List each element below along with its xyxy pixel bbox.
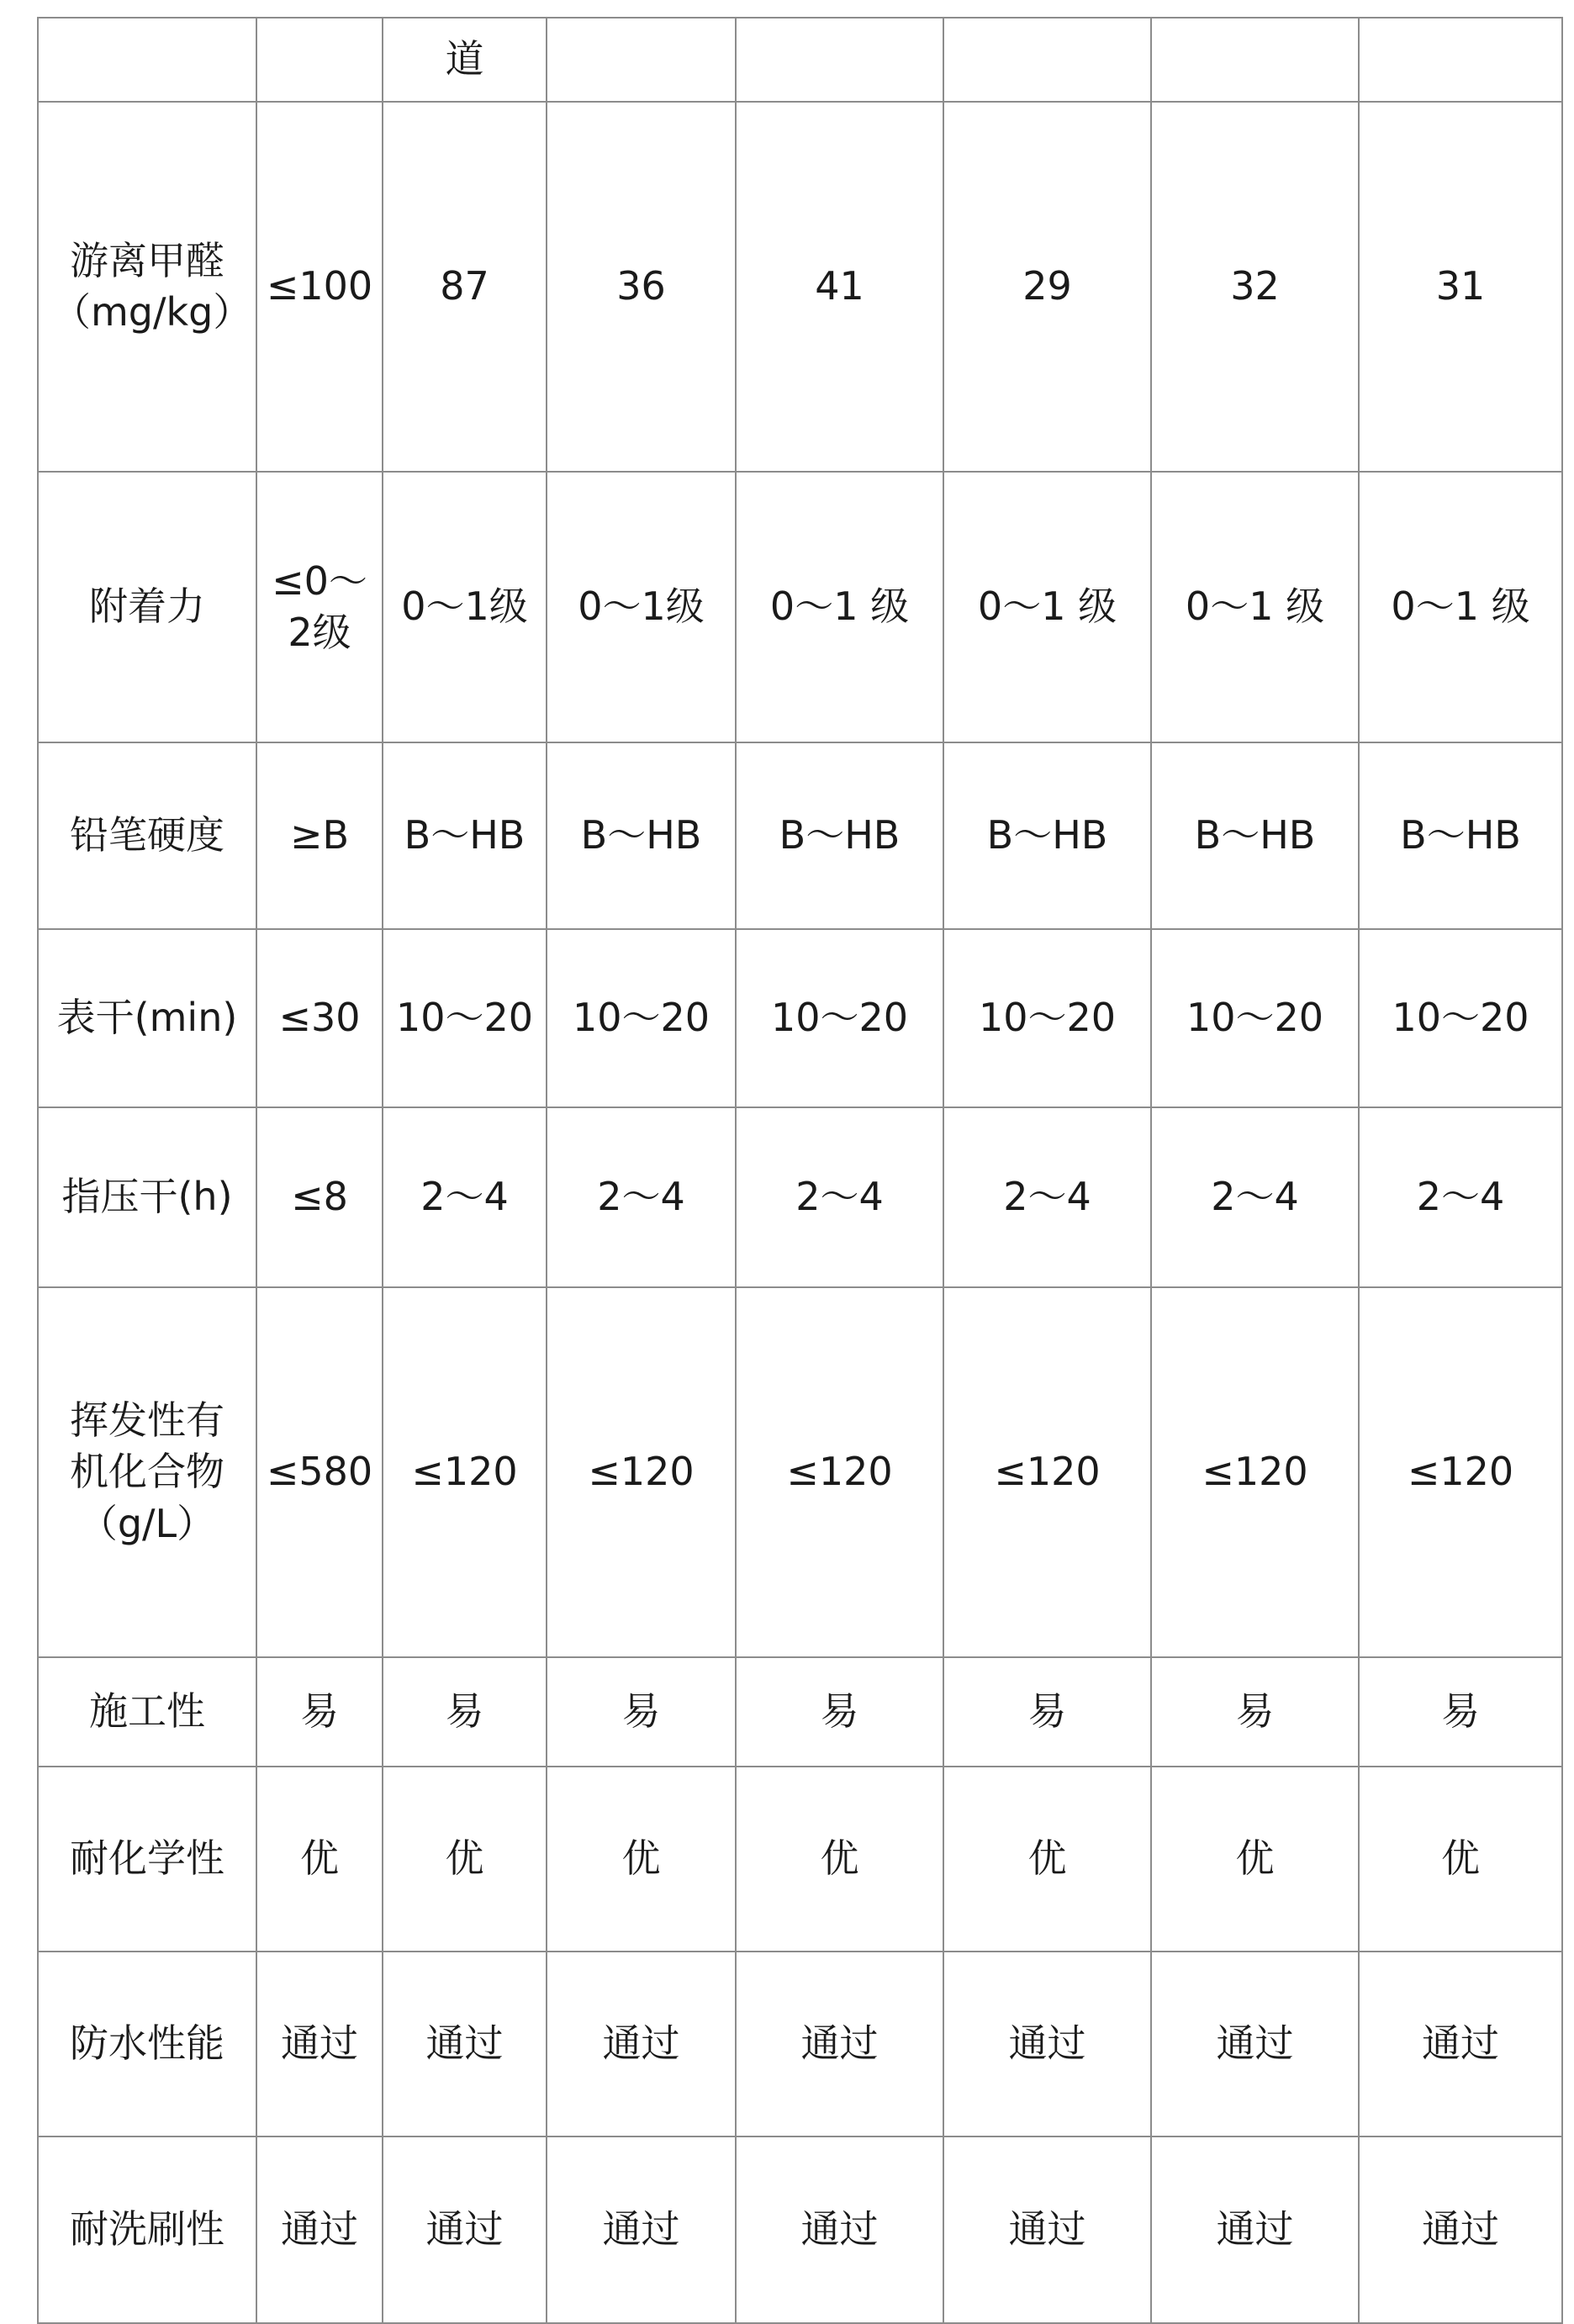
result-cell: [943, 2136, 1151, 2323]
row-label: [38, 929, 256, 1107]
row-label-text: 附着力: [89, 584, 205, 630]
row-label: [38, 472, 256, 742]
result-cell-text: 0～1 级: [1185, 584, 1325, 630]
top-row-cell: [1151, 18, 1359, 102]
result-cell: [736, 929, 943, 1107]
requirement-cell: [256, 929, 383, 1107]
result-cell-text: 通过: [1216, 2206, 1294, 2253]
result-cell-text: 易: [820, 1688, 859, 1735]
result-cell-text: B～HB: [580, 812, 702, 858]
requirement-cell: [256, 2136, 383, 2323]
result-cell: [1151, 2136, 1359, 2323]
result-cell-text: 通过: [1216, 2020, 1294, 2067]
result-cell: [943, 742, 1151, 929]
result-cell-text: 通过: [425, 2020, 504, 2067]
result-cell: [547, 102, 736, 472]
result-cell-text: 10～20: [572, 995, 710, 1041]
result-cell: [547, 1657, 736, 1767]
result-cell-text: 优: [1441, 1835, 1480, 1882]
result-cell: [547, 1287, 736, 1657]
result-cell-text: 87: [440, 263, 489, 309]
result-cell: [1151, 102, 1359, 472]
result-cell-text: B～HB: [1194, 812, 1316, 858]
row-label: [38, 1767, 256, 1952]
top-row-cell: [736, 18, 943, 102]
result-cell: [547, 1767, 736, 1952]
row-label: [38, 1107, 256, 1287]
requirement-cell: [256, 1107, 383, 1287]
table-row: [38, 472, 1562, 742]
requirement-cell-text: ≤100: [266, 263, 373, 309]
table-row: [38, 1767, 1562, 1952]
result-cell-text: 10～20: [770, 995, 909, 1041]
requirement-cell-text: ≤580: [266, 1449, 373, 1495]
result-cell: [943, 1287, 1151, 1657]
spec-table-page: [37, 17, 1563, 2324]
top-row-cell: [38, 18, 256, 102]
result-cell: [383, 2136, 547, 2323]
result-cell: [1151, 742, 1359, 929]
result-cell: [943, 929, 1151, 1107]
result-cell: [1359, 929, 1562, 1107]
row-label-text: 铅笔硬度: [70, 812, 224, 858]
result-cell-text: ≤120: [1407, 1449, 1514, 1495]
table-row: [38, 102, 1562, 472]
row-label-text: 指压干(h): [61, 1174, 233, 1220]
result-cell-text: 10～20: [1186, 995, 1324, 1041]
result-cell-text: 通过: [1008, 2206, 1086, 2253]
result-cell: [1151, 1107, 1359, 1287]
result-cell: [943, 472, 1151, 742]
result-cell: [547, 2136, 736, 2323]
table-row: [38, 742, 1562, 929]
result-cell: [383, 1657, 547, 1767]
result-cell: [383, 1107, 547, 1287]
result-cell-text: 通过: [602, 2020, 680, 2067]
result-cell: [943, 1952, 1151, 2136]
result-cell: [943, 1657, 1151, 1767]
result-cell-text: ≤120: [411, 1449, 518, 1495]
result-cell: [383, 102, 547, 472]
row-label-text: 游离甲醛（mg/kg）: [52, 237, 252, 335]
requirement-cell-text: ≤30: [278, 995, 361, 1041]
result-cell-text: 2～4: [1416, 1174, 1505, 1220]
requirement-cell: [256, 1287, 383, 1657]
result-cell: [383, 742, 547, 929]
result-cell-text: 2～4: [597, 1174, 685, 1220]
result-cell-text: 36: [616, 263, 666, 309]
result-cell-text: 通过: [800, 2020, 879, 2067]
result-cell-text: 易: [621, 1688, 661, 1735]
result-cell-text: 41: [815, 263, 864, 309]
result-cell: [1359, 1767, 1562, 1952]
result-cell-text: B～HB: [779, 812, 901, 858]
result-cell: [736, 1952, 943, 2136]
result-cell: [1151, 1287, 1359, 1657]
result-cell-text: B～HB: [1400, 812, 1521, 858]
requirement-cell-text: 通过: [281, 2206, 358, 2253]
result-cell-text: 2～4: [1211, 1174, 1299, 1220]
result-cell: [383, 472, 547, 742]
row-label: [38, 1657, 256, 1767]
result-cell: [736, 1767, 943, 1952]
row-label-text: 表干(min): [56, 995, 238, 1041]
row-label-text: 防水性能: [70, 2020, 224, 2067]
table-row: [38, 1287, 1562, 1657]
result-cell: [736, 742, 943, 929]
result-cell-text: ≤120: [786, 1449, 893, 1495]
top-row-cell: [383, 18, 547, 102]
requirement-cell: [256, 1952, 383, 2136]
result-cell-text: ≤120: [588, 1449, 695, 1495]
result-cell: [736, 472, 943, 742]
requirement-cell: [256, 742, 383, 929]
row-label-text: 耐化学性: [70, 1835, 224, 1882]
requirement-cell-text: 优: [300, 1835, 339, 1882]
result-cell-text: 32: [1230, 263, 1280, 309]
result-cell-text: 通过: [1422, 2206, 1499, 2253]
result-cell-text: 易: [1027, 1688, 1067, 1735]
top-row-cell: [256, 18, 383, 102]
result-cell-text: 10～20: [978, 995, 1117, 1041]
result-cell: [736, 1107, 943, 1287]
row-label-text: 耐洗刷性: [70, 2206, 224, 2253]
result-cell: [1359, 1952, 1562, 2136]
result-cell-text: 优: [445, 1835, 484, 1882]
result-cell: [383, 929, 547, 1107]
result-cell-text: 通过: [800, 2206, 879, 2253]
result-cell-text: 2～4: [1003, 1174, 1091, 1220]
result-cell-text: 优: [820, 1835, 859, 1882]
row-label: [38, 742, 256, 929]
result-cell: [1151, 1952, 1359, 2136]
result-cell-text: 易: [1235, 1688, 1275, 1735]
row-label: [38, 102, 256, 472]
result-cell-text: 2～4: [795, 1174, 884, 1220]
row-label: [38, 2136, 256, 2323]
result-cell-text: 10～20: [395, 995, 534, 1041]
result-cell: [1359, 472, 1562, 742]
requirement-cell: [256, 472, 383, 742]
result-cell: [1151, 1767, 1359, 1952]
result-cell: [383, 1952, 547, 2136]
result-cell-text: 通过: [1008, 2020, 1086, 2067]
row-label-text: 施工性: [89, 1688, 205, 1735]
result-cell: [1359, 1657, 1562, 1767]
top-row-cell: [547, 18, 736, 102]
result-cell: [547, 472, 736, 742]
result-cell: [547, 1952, 736, 2136]
requirement-cell-text: 易: [300, 1688, 339, 1735]
row-label-text: 挥发性有机化合物（g/L）: [70, 1397, 224, 1546]
requirement-cell: [256, 102, 383, 472]
result-cell: [1359, 102, 1562, 472]
result-cell: [736, 1657, 943, 1767]
result-cell: [383, 1287, 547, 1657]
result-cell-text: 通过: [1422, 2020, 1499, 2067]
table-row: [38, 2136, 1562, 2323]
result-cell: [943, 102, 1151, 472]
result-cell: [547, 1107, 736, 1287]
result-cell-text: 通过: [425, 2206, 504, 2253]
result-cell-text: ≤120: [994, 1449, 1101, 1495]
table-row: [38, 18, 1562, 102]
result-cell: [547, 742, 736, 929]
result-cell: [1359, 742, 1562, 929]
result-cell-text: 10～20: [1392, 995, 1529, 1041]
result-cell-text: 29: [1022, 263, 1072, 309]
result-cell-text: 0～1 级: [977, 584, 1117, 630]
result-cell-text: 易: [445, 1688, 484, 1735]
top-row-cell: [1359, 18, 1562, 102]
result-cell: [1151, 472, 1359, 742]
requirement-cell: [256, 1767, 383, 1952]
result-cell-text: 优: [1027, 1835, 1067, 1882]
table-row: [38, 929, 1562, 1107]
result-cell: [943, 1107, 1151, 1287]
result-cell-text: 优: [621, 1835, 661, 1882]
table-row: [38, 1657, 1562, 1767]
result-cell-text: 0～1级: [401, 584, 528, 630]
result-cell-text: 易: [1441, 1688, 1480, 1735]
result-cell-text: 优: [1235, 1835, 1275, 1882]
result-cell: [1151, 929, 1359, 1107]
result-cell-text: 通过: [602, 2206, 680, 2253]
result-cell-text: 0～1 级: [1391, 584, 1530, 630]
result-cell-text: ≤120: [1202, 1449, 1308, 1495]
performance-table: [37, 17, 1563, 2324]
result-cell: [736, 2136, 943, 2323]
table-row: [38, 1952, 1562, 2136]
requirement-cell-text: ≥B: [289, 812, 350, 858]
result-cell-text: 2～4: [420, 1174, 509, 1220]
result-cell-text: 31: [1435, 263, 1486, 309]
requirement-cell: [256, 1657, 383, 1767]
result-cell-text: B～HB: [986, 812, 1108, 858]
result-cell: [736, 1287, 943, 1657]
top-row-cell: [943, 18, 1151, 102]
result-cell: [1151, 1657, 1359, 1767]
requirement-cell-text: 通过: [281, 2020, 358, 2067]
result-cell: [547, 929, 736, 1107]
result-cell-text: 0～1 级: [769, 584, 910, 630]
result-cell: [1359, 2136, 1562, 2323]
result-cell-text: B～HB: [404, 812, 526, 858]
requirement-cell-text: ≤8: [291, 1174, 348, 1220]
result-cell: [1359, 1287, 1562, 1657]
table-row: [38, 1107, 1562, 1287]
result-cell: [943, 1767, 1151, 1952]
requirement-cell-text: ≤0～2级: [272, 557, 367, 655]
row-label: [38, 1952, 256, 2136]
result-cell: [383, 1767, 547, 1952]
result-cell: [736, 102, 943, 472]
top-row-cell-text: 道: [445, 36, 484, 82]
row-label: [38, 1287, 256, 1657]
result-cell: [1359, 1107, 1562, 1287]
result-cell-text: 0～1级: [578, 584, 705, 630]
